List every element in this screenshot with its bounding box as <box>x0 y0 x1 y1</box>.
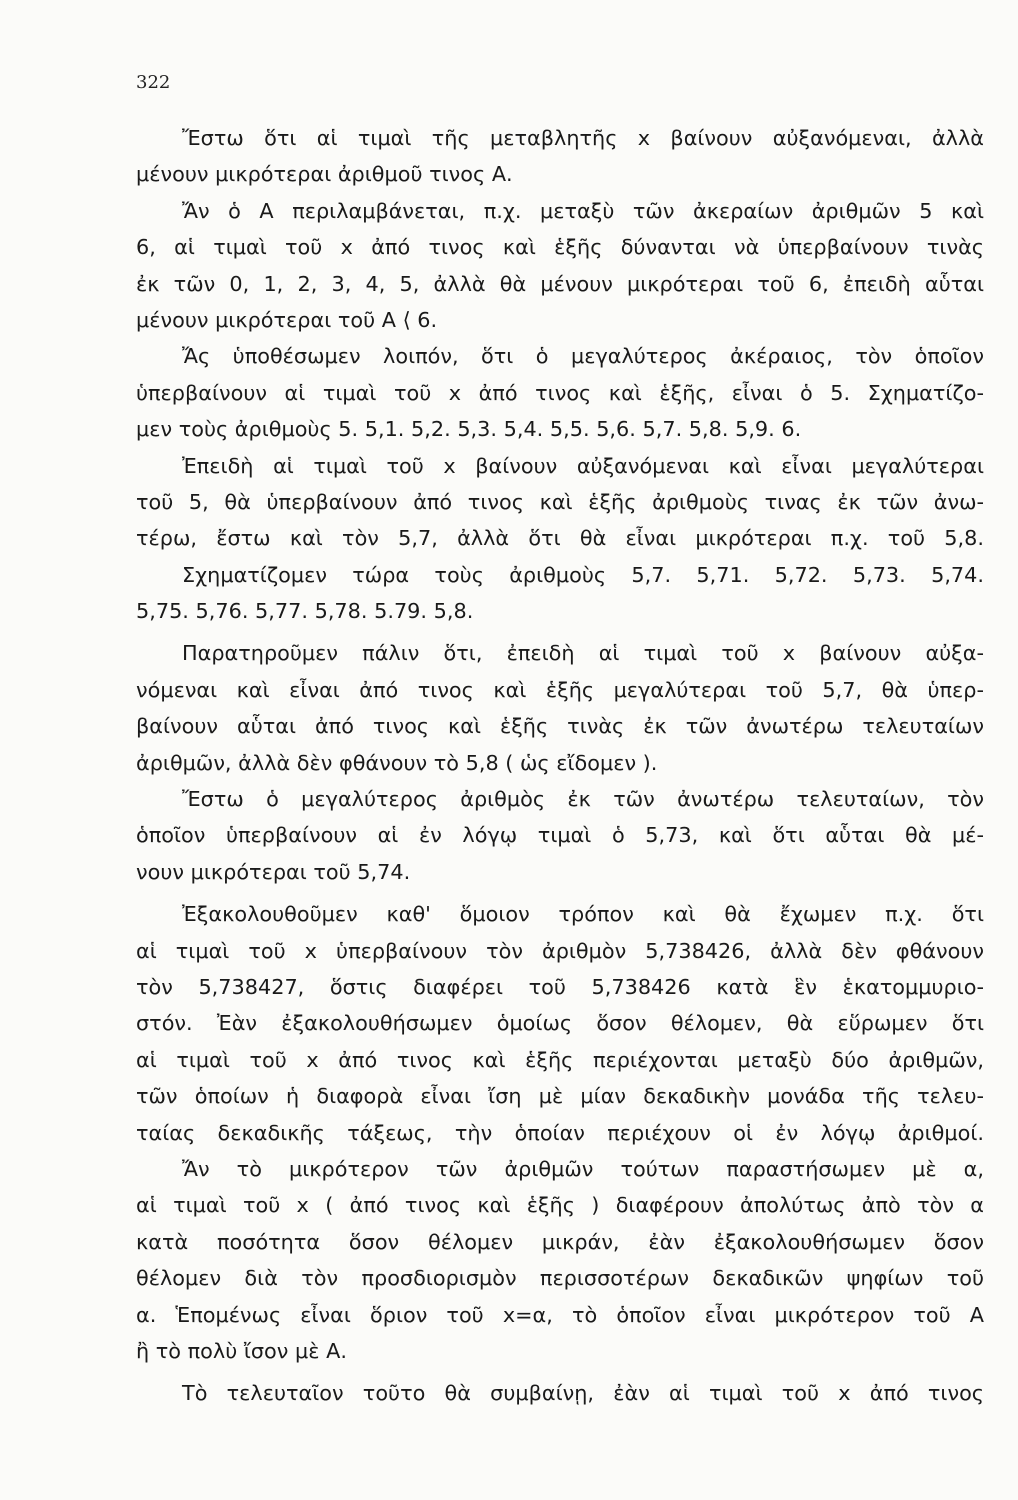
text-line: τοῦ 5, θὰ ὑπερβαίνουν ἀπό τινος καὶ ἑξῆς ἀριθμοὺς τινας ἐκ τῶν ἀνω- <box>136 489 984 514</box>
body-text <box>136 120 984 1412</box>
text-line: ὁποῖον ὑπερβαίνουν αἱ ἐν λόγῳ τιμαὶ ὁ 5,73, καὶ ὅτι αὗται θὰ μέ- <box>136 823 984 848</box>
text-line: βαίνουν αὗται ἀπό τινος καὶ ἑξῆς τινὰς ἐκ τῶν ἀνωτέρω τελευταίων <box>136 714 984 739</box>
text-line: τῶν ὁποίων ἡ διαφορὰ εἶναι ἴση μὲ μίαν δεκαδικὴν μονάδα τῆς τελευ- <box>136 1084 984 1109</box>
text-line: θέλομεν διὰ τὸν προσδιορισμὸν περισσοτέρων δεκαδικῶν ψηφίων τοῦ <box>136 1266 984 1291</box>
text-line: 6, αἱ τιμαὶ τοῦ x ἀπό τινος καὶ ἑξῆς δύνανται νὰ ὑπερβαίνουν τινὰς <box>136 235 984 260</box>
text-line: στόν. Ἐὰν ἐξακολουθήσωμεν ὁμοίως ὅσον θέλομεν, θὰ εὕρωμεν ὅτι <box>136 1011 984 1036</box>
text-line: Ἄν ὁ Α περιλαμβάνεται, π.χ. μεταξὺ τῶν ἀκεραίων ἀριθμῶν 5 καὶ <box>182 198 984 223</box>
text-line: α. Ἑπομένως εἶναι ὅριον τοῦ x=α, τὸ ὁποῖον εἶναι μικρότερον τοῦ Α <box>136 1302 984 1327</box>
text-line: Σχηματίζομεν τώρα τοὺς ἀριθμοὺς 5,7. 5,71. 5,72. 5,73. 5,74. <box>182 562 984 587</box>
text-line: ἐκ τῶν 0, 1, 2, 3, 4, 5, ἀλλὰ θὰ μένουν μικρότεραι τοῦ 6, ἐπειδὴ αὗται <box>136 271 984 296</box>
text-line: Ἄν τὸ μικρότερον τῶν ἀριθμῶν τούτων παραστήσωμεν μὲ α, <box>182 1156 984 1181</box>
text-line: νόμεναι καὶ εἶναι ἀπό τινος καὶ ἑξῆς μεγαλύτεραι τοῦ 5,7, θὰ ὑπερ- <box>136 677 984 702</box>
text-line: τέρω, ἔστω καὶ τὸν 5,7, ἀλλὰ ὅτι θὰ εἶναι μικρότεραι π.χ. τοῦ 5,8. <box>136 526 984 551</box>
text-line: κατὰ ποσότητα ὅσον θέλομεν μικράν, ἐὰν ἐξακολουθήσωμεν ὅσον <box>136 1229 984 1254</box>
page-number: 322 <box>136 72 171 93</box>
text-line: μεν τοὺς ἀριθμοὺς 5. 5,1. 5,2. 5,3. 5,4. 5,5. 5,6. 5,7. 5,8. 5,9. 6. <box>136 417 802 442</box>
text-line: αἱ τιμαὶ τοῦ x ( ἀπό τινος καὶ ἑξῆς ) διαφέρουν ἀπολύτως ἀπὸ τὸν α <box>136 1193 984 1218</box>
text-line: νουν μικρότεραι τοῦ 5,74. <box>136 859 411 884</box>
text-line: αἱ τιμαὶ τοῦ x ἀπό τινος καὶ ἑξῆς περιέχονται μεταξὺ δύο ἀριθμῶν, <box>136 1047 984 1072</box>
text-line: Παρατηροῦμεν πάλιν ὅτι, ἐπειδὴ αἱ τιμαὶ τοῦ x βαίνουν αὐξα- <box>182 641 984 666</box>
text-line: μένουν μικρότεραι τοῦ Α ⟨ 6. <box>136 307 438 332</box>
text-line: μένουν μικρότεραι ἀριθμοῦ τινος Α. <box>136 162 513 187</box>
text-line: Ἔστω ὁ μεγαλύτερος ἀριθμὸς ἐκ τῶν ἀνωτέρω τελευταίων, τὸν <box>182 787 984 812</box>
text-line: Ἐπειδὴ αἱ τιμαὶ τοῦ x βαίνουν αὐξανόμεναι καὶ εἶναι μεγαλύτεραι <box>182 453 984 478</box>
text-line: 5,75. 5,76. 5,77. 5,78. 5.79. 5,8. <box>136 599 474 624</box>
text-line: ἀριθμῶν, ἀλλὰ δὲν φθάνουν τὸ 5,8 ( ὡς εἴδομεν ). <box>136 750 658 775</box>
text-line: Τὸ τελευταῖον τοῦτο θὰ συμβαίνῃ, ἐὰν αἱ τιμαὶ τοῦ x ἀπό τινος <box>182 1381 984 1406</box>
text-line: ἢ τὸ πολὺ ἴσον μὲ Α. <box>136 1338 347 1363</box>
text-line: αἱ τιμαὶ τοῦ x ὑπερβαίνουν τὸν ἀριθμὸν 5,738426, ἀλλὰ δὲν φθάνουν <box>136 938 984 963</box>
text-line: Ἐξακολουθοῦμεν καθ' ὅμοιον τρόπον καὶ θὰ ἔχωμεν π.χ. ὅτι <box>182 902 984 927</box>
text-line: ὑπερβαίνουν αἱ τιμαὶ τοῦ x ἀπό τινος καὶ ἑξῆς, εἶναι ὁ 5. Σχηματίζο- <box>136 380 984 405</box>
text-line: Ἔστω ὅτι αἱ τιμαὶ τῆς μεταβλητῆς x βαίνουν αὐξανόμεναι, ἀλλὰ <box>182 126 984 150</box>
text-line: τὸν 5,738427, ὅστις διαφέρει τοῦ 5,738426 κατὰ ἓν ἑκατομμυριο- <box>136 974 984 999</box>
text-line: Ἄς ὑποθέσωμεν λοιπόν, ὅτι ὁ μεγαλύτερος ἀκέραιος, τὸν ὁποῖον <box>182 344 984 369</box>
text-line: ταίας δεκαδικῆς τάξεως, τὴν ὁποίαν περιέχουν οἱ ἐν λόγῳ ἀριθμοί. <box>136 1120 984 1145</box>
